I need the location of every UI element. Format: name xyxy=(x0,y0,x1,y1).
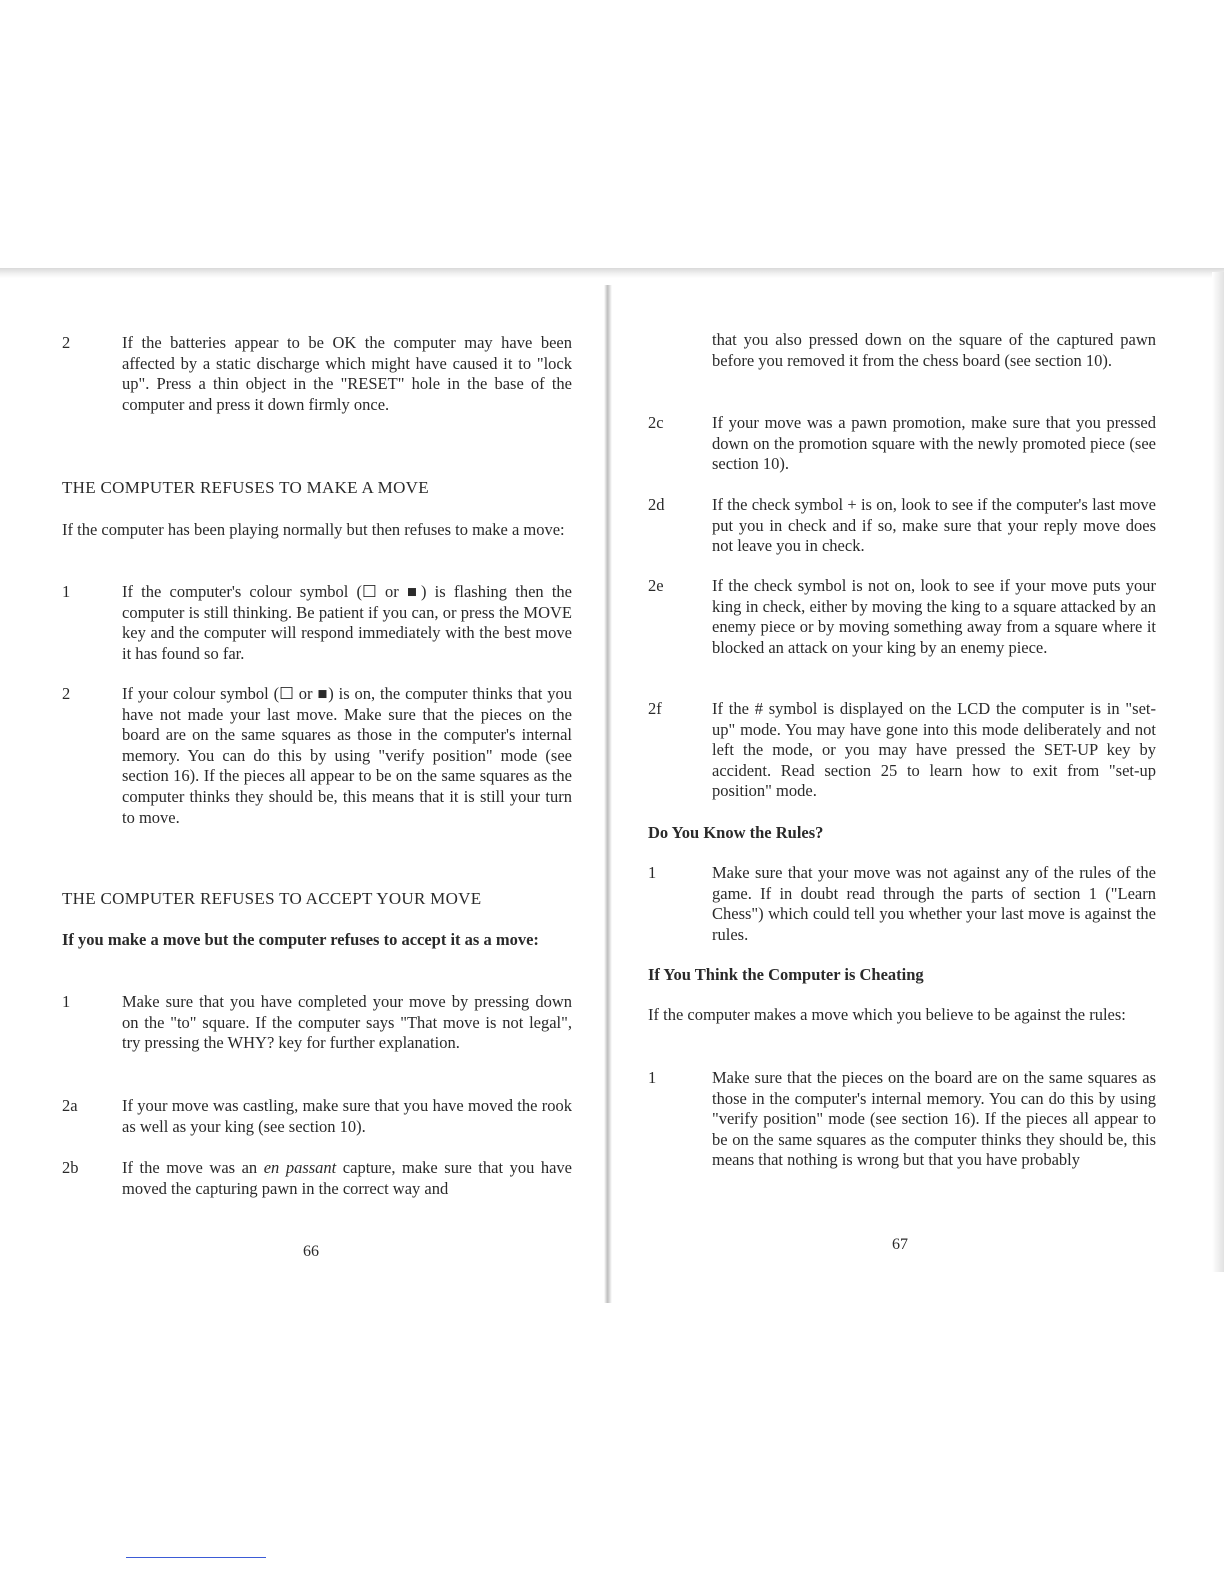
item-number: 2 xyxy=(62,684,71,703)
item-number: 2a xyxy=(62,1096,78,1115)
item-number: 1 xyxy=(62,582,71,601)
item-number: 2 xyxy=(62,333,71,352)
paragraph: If the computer makes a move which you believe to be against the rules: xyxy=(648,1005,1126,1024)
item-text-part: If the move was an xyxy=(122,1158,264,1177)
item-text: If your move was castling, make sure that you have moved the rook as well as your king (see section 10). xyxy=(122,1096,572,1136)
item-text: If the computer's colour symbol (☐ or ■) is flashing then the computer is still thinking. Be patient if you can, or press the MOVE key and the computer will respond immediately with the best move it has found so far. xyxy=(122,582,572,663)
scan-mark-line xyxy=(126,1557,266,1558)
item-number: 1 xyxy=(648,1068,657,1087)
item-number: 2e xyxy=(648,576,664,595)
item-text: If your colour symbol (☐ or ■) is on, the computer thinks that you have not made your last move. Make sure that the pieces on the board are on the same squares as those in the computer's internal memory. You can do this by using "verify position" mode (see section 16). If the pieces all appear to be on the same squares as the computer thinks they should be, this means that it is still your turn to move. xyxy=(122,684,572,827)
item-number: 2c xyxy=(648,413,664,432)
page-number: 67 xyxy=(892,1236,908,1253)
spread-right-edge xyxy=(1212,272,1224,1272)
item-number: 1 xyxy=(648,863,657,882)
item-text: Make sure that the pieces on the board are on the same squares as those in the computer's internal memory. You can do this by using "verify position" mode (see section 16). If the pieces all appear to be on the same squares as the computer thinks they should be, this means that nothing is wrong but that you have probably xyxy=(712,1068,1156,1170)
item-text: If your move was a pawn promotion, make sure that you pressed down on the promotion square with the newly promoted piece (see section 10). xyxy=(712,413,1156,474)
paragraph: If the computer has been playing normally but then refuses to make a move: xyxy=(62,520,565,539)
item-number: 1 xyxy=(62,992,71,1011)
item-number: 2f xyxy=(648,699,662,718)
item-number: 2b xyxy=(62,1158,79,1177)
item-text: If the check symbol is not on, look to see if your move puts your king in check, either by moving the king to a square attacked by an enemy piece or by moving something away from a square where it blocked an attack on your king by an enemy piece. xyxy=(712,576,1156,657)
item-number: 2d xyxy=(648,495,665,514)
item-text-part: capture, make sure that you have moved the capturing pawn in the correct way and xyxy=(122,1158,573,1198)
section-subheading: If you make a move but the computer refuses to accept it as a move: xyxy=(62,930,539,949)
item-text: If the # symbol is displayed on the LCD the computer is in "set-up" mode. You may have gone into this mode deliberately and not left the mode, or you may have pressed the SET-UP key by accident. Read section 25 to learn how to exit from "set-up position" mode. xyxy=(712,699,1156,801)
page-number: 66 xyxy=(303,1243,319,1260)
item-text: that you also pressed down on the square of the captured pawn before you removed it from the chess board (see section 10). xyxy=(712,330,1156,370)
spread-top-edge xyxy=(0,268,1224,278)
book-gutter xyxy=(604,285,612,1303)
item-text: Make sure that your move was not against any of the rules of the game. If in doubt read through the parts of section 1 ("Learn Chess") which could tell you whether your last move is against the rules. xyxy=(712,863,1156,944)
item-text: Make sure that you have completed your move by pressing down on the "to" square. If the computer says "That move is not legal", try pressing the WHY? key for further explanation. xyxy=(122,992,572,1053)
item-text: If the batteries appear to be OK the computer may have been affected by a static discharge which might have caused it to "lock up". Press a thin object in the "RESET" hole in the base of the computer and press it down firmly once. xyxy=(122,333,572,414)
item-text: If the check symbol + is on, look to see if the computer's last move put you in check and if so, make sure that your reply move does not leave you in check. xyxy=(712,495,1156,556)
item-text-italic: en passant xyxy=(263,1158,337,1177)
section-subheading: Do You Know the Rules? xyxy=(648,823,824,842)
section-heading: THE COMPUTER REFUSES TO ACCEPT YOUR MOVE xyxy=(62,889,482,908)
section-heading: THE COMPUTER REFUSES TO MAKE A MOVE xyxy=(62,478,429,497)
section-subheading: If You Think the Computer is Cheating xyxy=(648,965,924,984)
item-text xyxy=(122,1158,572,1199)
